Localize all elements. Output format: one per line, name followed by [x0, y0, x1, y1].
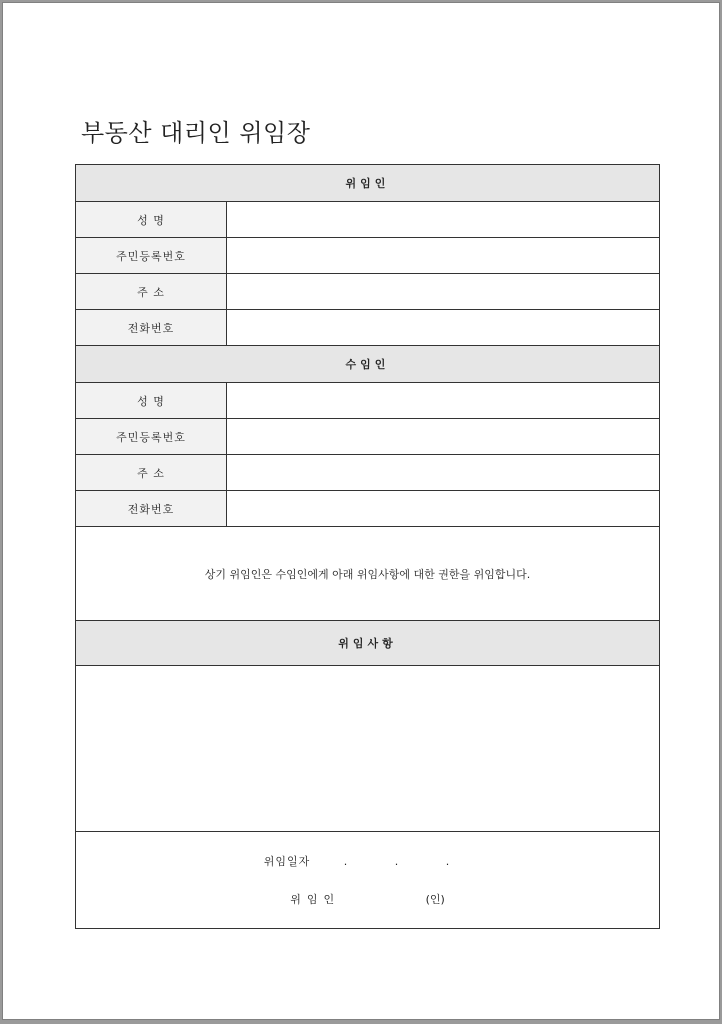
delegator-name-row: [76, 202, 660, 238]
delegator-phone-label: 전화번호: [76, 310, 227, 346]
delegate-id-label: 주민등록번호: [76, 419, 227, 455]
seal-mark: (인): [425, 893, 445, 906]
delegation-statement: 상기 위임인은 수임인에게 아래 위임사항에 대한 권한을 위임합니다.: [76, 527, 660, 621]
delegator-header-row: [76, 165, 660, 202]
statement-row: [76, 527, 660, 621]
items-body-row: [76, 666, 660, 832]
delegator-name-field[interactable]: [227, 202, 660, 238]
delegator-address-row: [76, 274, 660, 310]
delegate-address-row: [76, 455, 660, 491]
signature-row: [76, 832, 660, 929]
delegate-address-label: 주 소: [76, 455, 227, 491]
delegate-section-header: 수임인: [76, 346, 660, 383]
delegator-sign-label: 위임인: [290, 893, 341, 906]
delegator-section-header: 위임인: [76, 165, 660, 202]
delegate-name-field[interactable]: [227, 383, 660, 419]
delegator-phone-row: [76, 310, 660, 346]
delegate-header-row: [76, 346, 660, 383]
delegator-name-label: 성 명: [76, 202, 227, 238]
delegator-id-field[interactable]: [227, 238, 660, 274]
delegator-address-label: 주 소: [76, 274, 227, 310]
delegate-id-field[interactable]: [227, 419, 660, 455]
delegator-id-label: 주민등록번호: [76, 238, 227, 274]
delegation-form-table: [75, 164, 660, 929]
delegate-address-field[interactable]: [227, 455, 660, 491]
delegator-phone-field[interactable]: [227, 310, 660, 346]
delegator-id-row: [76, 238, 660, 274]
delegate-phone-label: 전화번호: [76, 491, 227, 527]
date-line: [76, 853, 659, 869]
items-section-header: 위임사항: [76, 621, 660, 666]
delegator-sign-line: [76, 891, 659, 907]
items-content-field[interactable]: [76, 666, 660, 832]
delegate-name-label: 성 명: [76, 383, 227, 419]
date-label: 위임일자: [263, 855, 311, 868]
delegate-phone-field[interactable]: [227, 491, 660, 527]
delegate-name-row: [76, 383, 660, 419]
delegator-address-field[interactable]: [227, 274, 660, 310]
items-header-row: [76, 621, 660, 666]
delegate-id-row: [76, 419, 660, 455]
signature-block: [76, 832, 660, 929]
delegate-phone-row: [76, 491, 660, 527]
date-value[interactable]: . . .: [343, 855, 472, 868]
document-page: [2, 2, 720, 1020]
document-title: 부동산 대리인 위임장: [81, 119, 311, 147]
